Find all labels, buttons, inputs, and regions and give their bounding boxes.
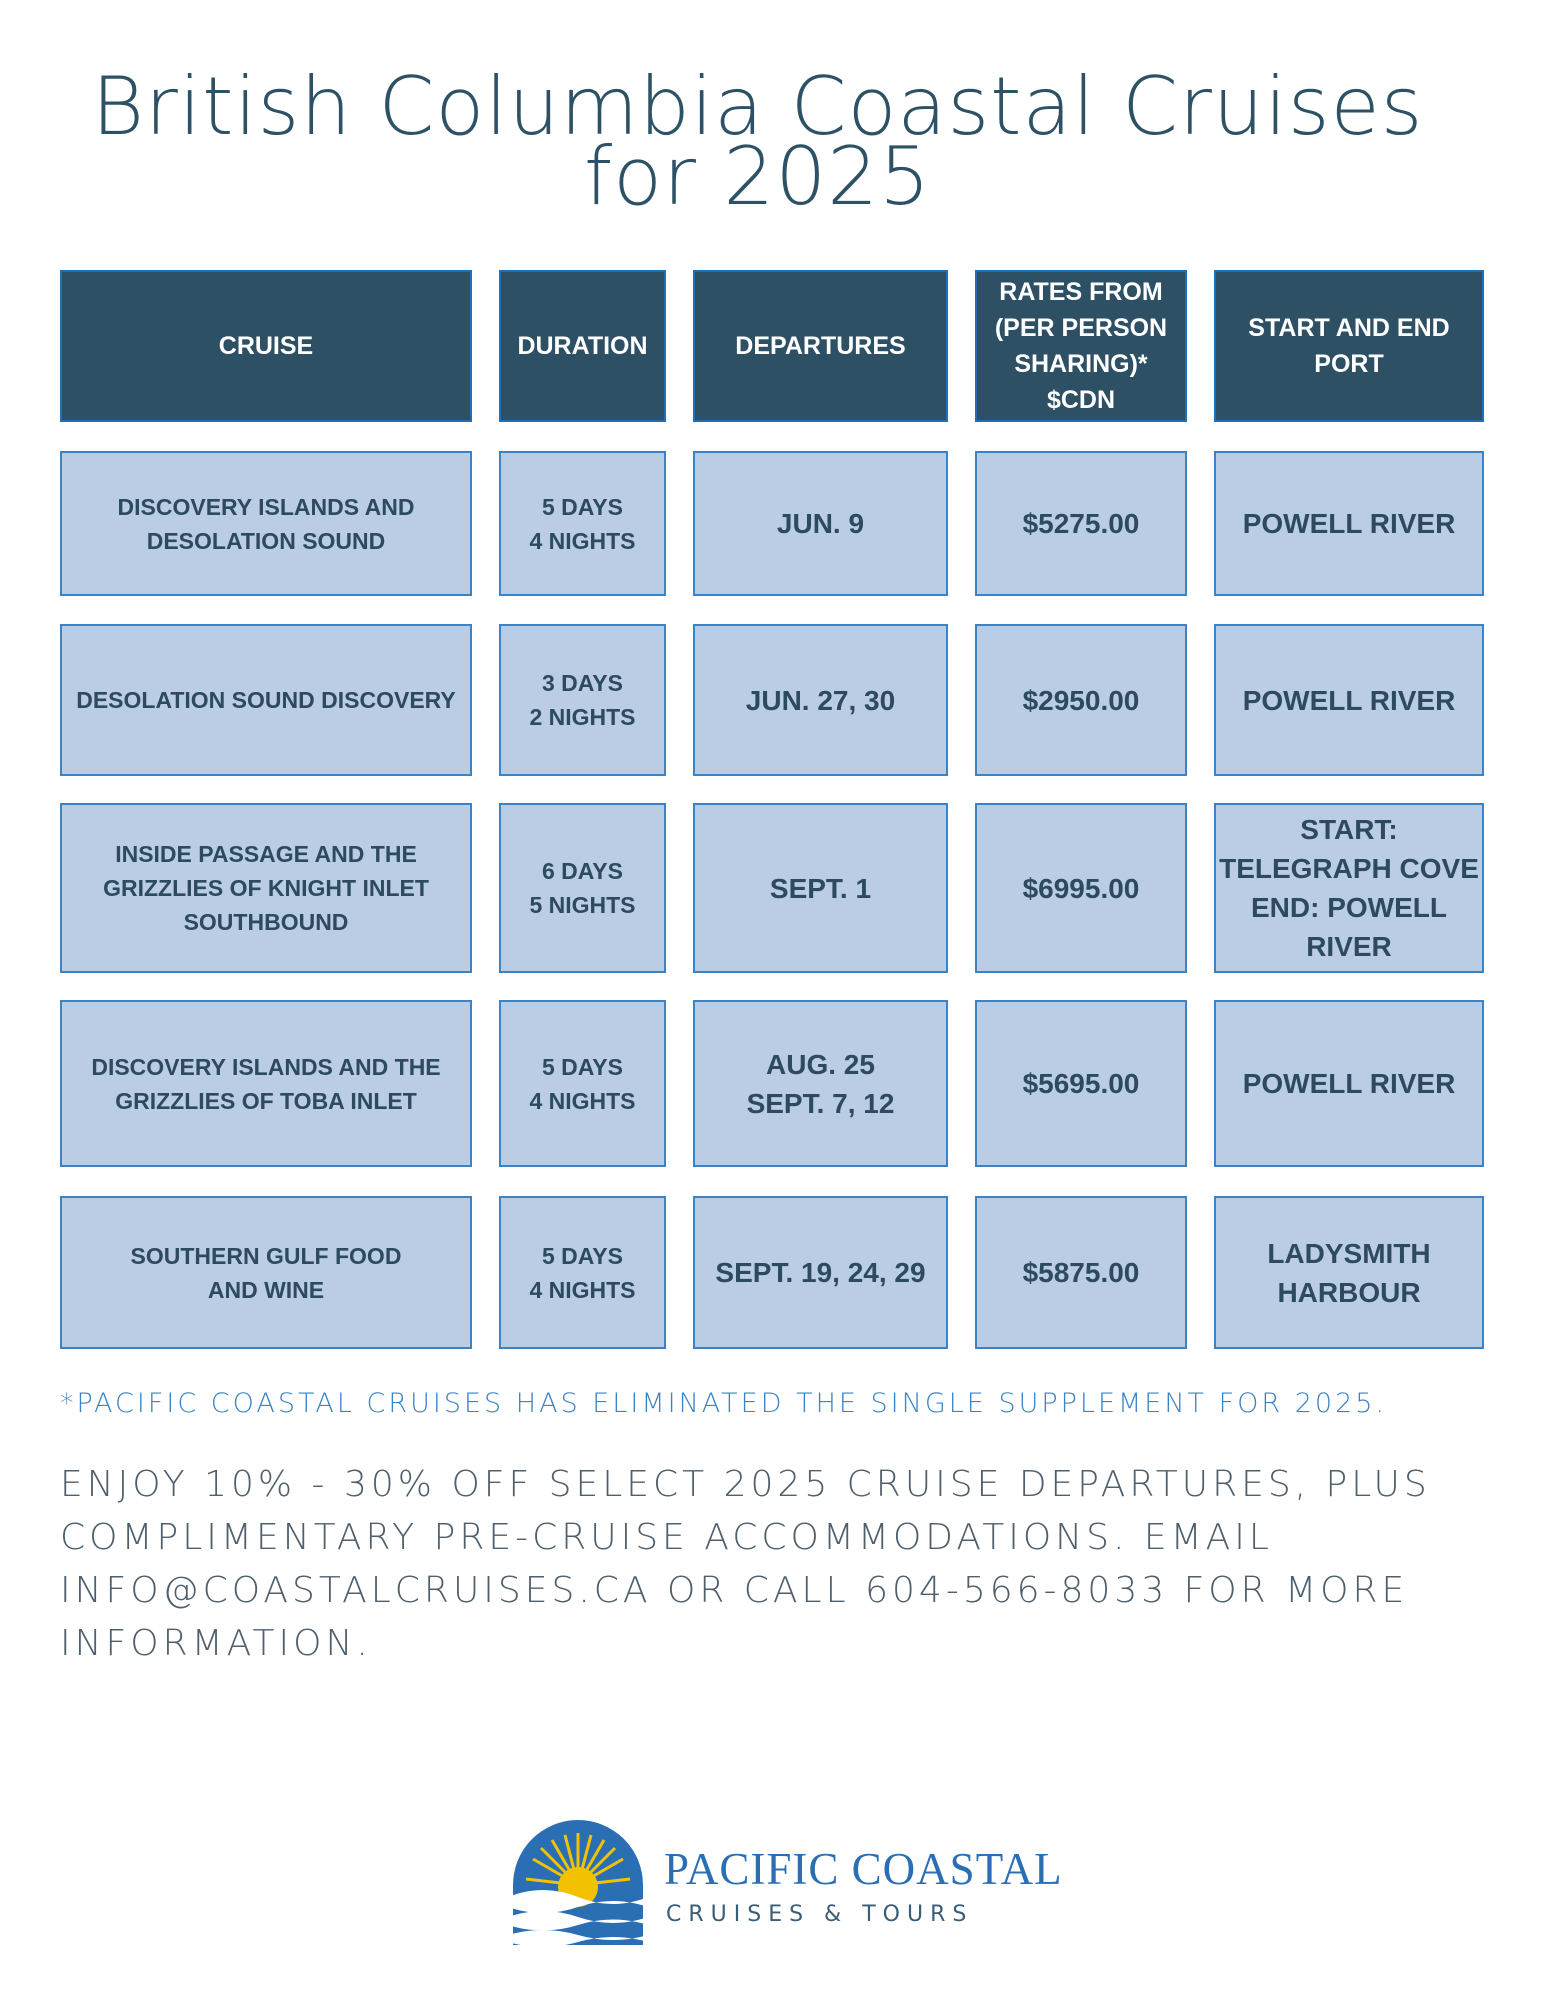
row4-cruise: DISCOVERY ISLANDS AND THE GRIZZLIES OF TOBA INLET bbox=[60, 1000, 472, 1167]
row1-duration: 5 DAYS 4 NIGHTS bbox=[499, 451, 666, 596]
header-departures: DEPARTURES bbox=[693, 270, 948, 422]
row3-cruise: INSIDE PASSAGE AND THE GRIZZLIES OF KNIGHT INLET SOUTHBOUND bbox=[60, 803, 472, 973]
page-title bbox=[0, 60, 1515, 223]
row4-rate: $5695.00 bbox=[975, 1000, 1187, 1167]
logo-tagline: CRUISES & TOURS bbox=[666, 1902, 974, 1927]
sun-over-waves-icon bbox=[508, 1815, 648, 1950]
row2-cruise: DESOLATION SOUND DISCOVERY bbox=[60, 624, 472, 776]
row5-cruise: SOUTHERN GULF FOOD AND WINE bbox=[60, 1196, 472, 1349]
logo-name: PACIFIC COASTAL bbox=[664, 1844, 1063, 1894]
title-line-2: for 2025 bbox=[583, 130, 932, 223]
row2-rate: $2950.00 bbox=[975, 624, 1187, 776]
row2-duration: 3 DAYS 2 NIGHTS bbox=[499, 624, 666, 776]
row2-departures: JUN. 27, 30 bbox=[693, 624, 948, 776]
row4-departures: AUG. 25 SEPT. 7, 12 bbox=[693, 1000, 948, 1167]
header-cruise: CRUISE bbox=[60, 270, 472, 422]
row1-rate: $5275.00 bbox=[975, 451, 1187, 596]
row1-departures: JUN. 9 bbox=[693, 451, 948, 596]
title-line-1: British Columbia Coastal Cruises bbox=[91, 60, 1424, 153]
row3-port: START: TELEGRAPH COVE END: POWELL RIVER bbox=[1214, 803, 1484, 973]
promo-text: ENJOY 10% - 30% OFF SELECT 2025 CRUISE DEPARTURES, PLUS COMPLIMENTARY PRE-CRUISE ACCOMMODATIONS. EMAIL INFO@COASTALCRUISES.CA OR CALL 604-566-8033 FOR MORE INFORMATION. bbox=[60, 1464, 1431, 1664]
row2-port: POWELL RIVER bbox=[1214, 624, 1484, 776]
header-port: START AND END PORT bbox=[1214, 270, 1484, 422]
row5-rate: $5875.00 bbox=[975, 1196, 1187, 1349]
row1-cruise: DISCOVERY ISLANDS AND DESOLATION SOUND bbox=[60, 451, 472, 596]
single-supplement-footnote: *PACIFIC COASTAL CRUISES HAS ELIMINATED THE SINGLE SUPPLEMENT FOR 2025. bbox=[60, 1388, 1388, 1419]
header-duration: DURATION bbox=[499, 270, 666, 422]
row4-duration: 5 DAYS 4 NIGHTS bbox=[499, 1000, 666, 1167]
header-rates: RATES FROM (PER PERSON SHARING)* $CDN bbox=[975, 270, 1187, 422]
row5-departures: SEPT. 19, 24, 29 bbox=[693, 1196, 948, 1349]
row1-port: POWELL RIVER bbox=[1214, 451, 1484, 596]
row3-departures: SEPT. 1 bbox=[693, 803, 948, 973]
row4-port: POWELL RIVER bbox=[1214, 1000, 1484, 1167]
row5-port: LADYSMITH HARBOUR bbox=[1214, 1196, 1484, 1349]
company-logo bbox=[508, 1815, 1063, 1950]
row3-rate: $6995.00 bbox=[975, 803, 1187, 973]
row3-duration: 6 DAYS 5 NIGHTS bbox=[499, 803, 666, 973]
row5-duration: 5 DAYS 4 NIGHTS bbox=[499, 1196, 666, 1349]
